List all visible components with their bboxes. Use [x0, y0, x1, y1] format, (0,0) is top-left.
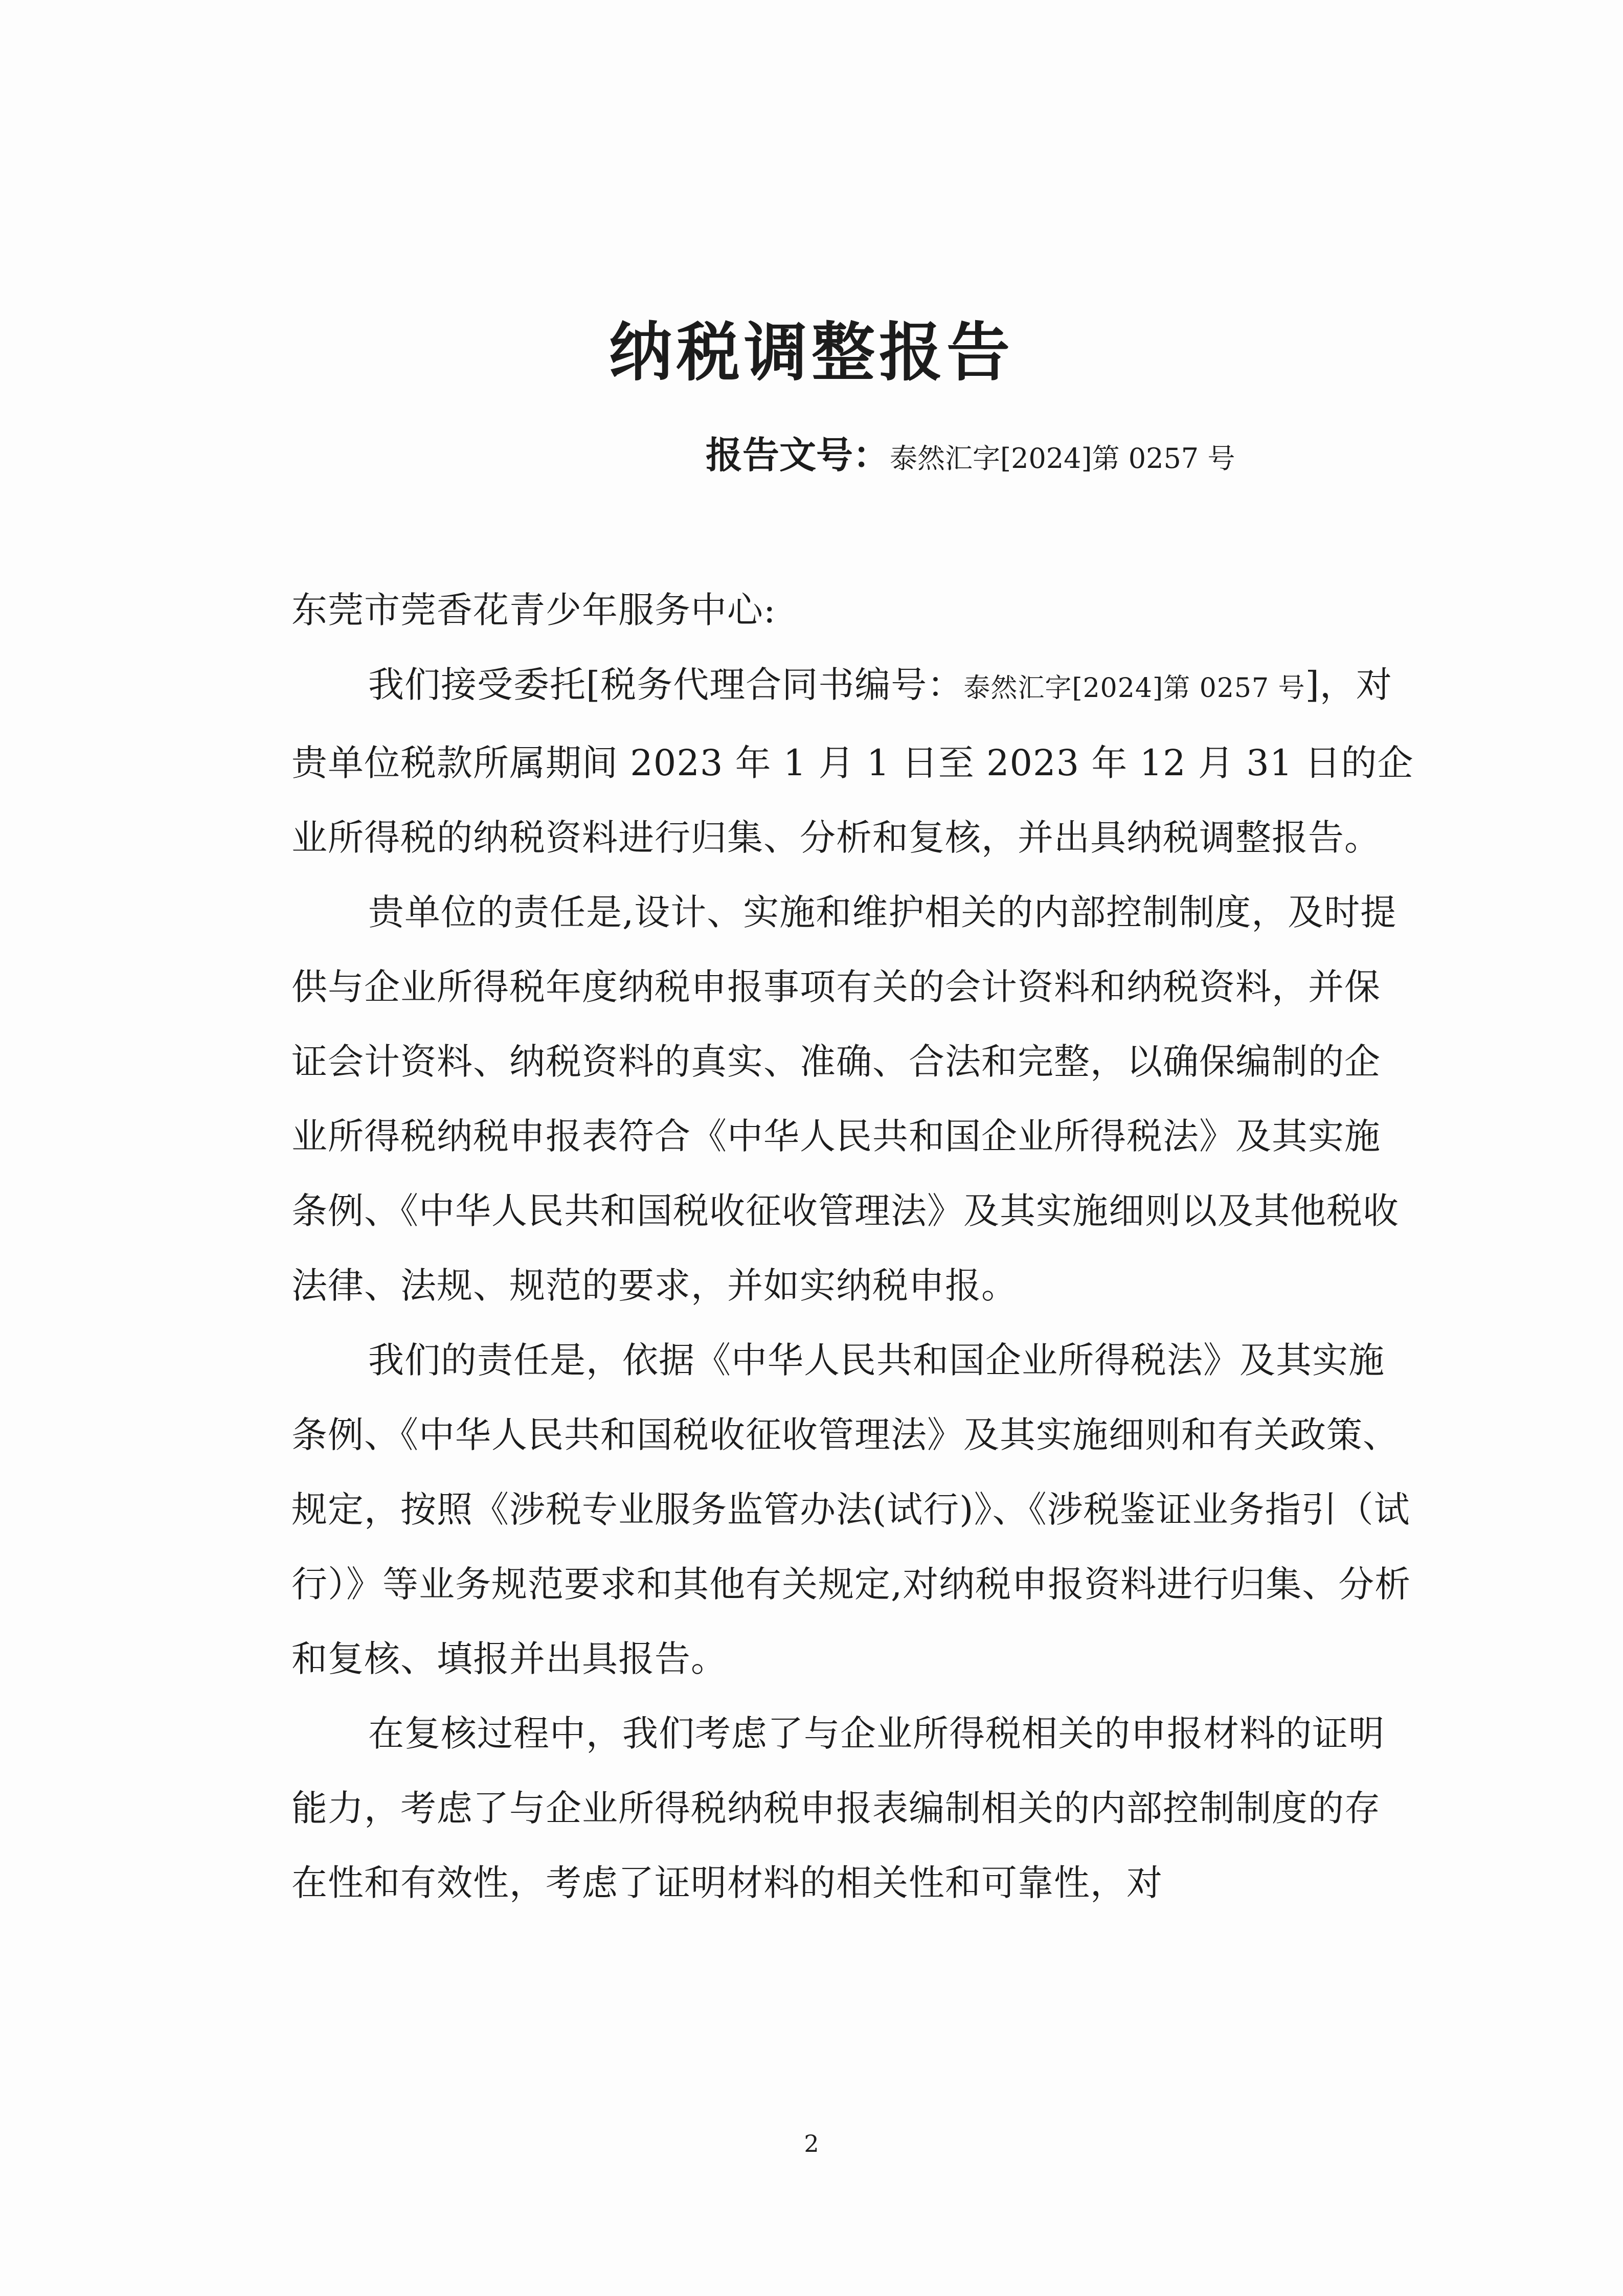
- addressee: 东莞市莞香花青少年服务中心:: [291, 589, 776, 631]
- report-number-label: 报告文号：: [706, 434, 890, 477]
- contract-number: 泰然汇字[2024]第 0257 号: [963, 673, 1305, 704]
- report-body: [291, 573, 1416, 1920]
- paragraph-review-process: 在复核过程中，我们考虑了与企业所得税相关的申报材料的证明能力，考虑了与企业所得税纳税申报表编制相关的内部控制制度的存在性和有效性，考虑了证明材料的相关性和可靠性，对: [291, 1713, 1385, 1904]
- paragraph-engagement-rest: ]，对贵单位税款所属期间 2023 年 1 月 1 日至 2023 年 12 月 31 日的企业所得税的纳税资料进行归集、分析和复核，并出具纳税调整报告。: [291, 664, 1414, 859]
- report-number-value: 泰然汇字[2024]第 0257 号: [890, 442, 1235, 475]
- paragraph-engagement: [291, 647, 1416, 875]
- page-number: 2: [804, 2130, 819, 2157]
- report-number: [706, 430, 1235, 491]
- report-title: 纳税调整报告: [608, 316, 1014, 390]
- paragraph-client-responsibility: 贵单位的责任是,设计、实施和维护相关的内部控制制度，及时提供与企业所得税年度纳税申报事项有关的会计资料和纳税资料，并保证会计资料、纳税资料的真实、准确、合法和完整，以确保编制的企业所得税纳税申报表符合《中华人民共和国企业所得税法》及其实施条例、《中华人民共和国税收征收管理法》及其实施细则以及其他税收法律、法规、规范的要求，并如实纳税申报。: [291, 891, 1399, 1307]
- paragraph-engagement-lead: 我们接受委托[税务代理合同书编号：: [368, 664, 964, 706]
- paragraph-our-responsibility: 我们的责任是，依据《中华人民共和国企业所得税法》及其实施条例、《中华人民共和国税收征收管理法》及其实施细则和有关政策、规定，按照《涉税专业服务监管办法(试行)》、《涉税鉴证业务指引（试行）》等业务规范要求和其他有关规定,对纳税申报资料进行归集、分析和复核、填报并出具报告。: [291, 1339, 1411, 1680]
